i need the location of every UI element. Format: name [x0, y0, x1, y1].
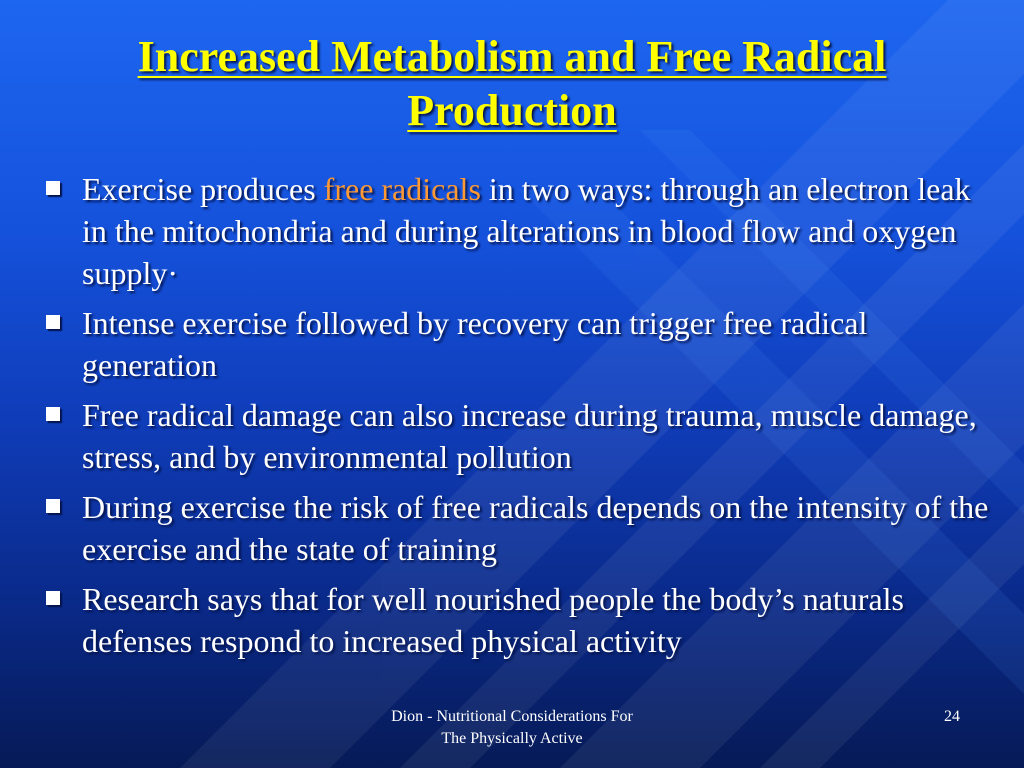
- bullet-item-2: [44, 302, 994, 386]
- slide-footer: [340, 706, 684, 750]
- footer-line-1: Dion - Nutritional Considerations For: [391, 708, 633, 725]
- bullet-item-1: [44, 168, 994, 294]
- bullet-item-5: [44, 578, 994, 662]
- square-bullet-icon: [46, 315, 60, 329]
- slide-number: 24: [944, 708, 960, 725]
- bullet-text: Free radical damage can also increase during trauma, muscle damage, stress, and by environmental pollution: [82, 397, 977, 475]
- bullet-item-4: [44, 486, 994, 570]
- footer-line-2: The Physically Active: [441, 730, 583, 747]
- bullet-item-3: [44, 394, 994, 478]
- square-bullet-icon: [46, 591, 60, 605]
- highlight-free-radicals: free radicals: [323, 171, 481, 207]
- bullet-list: [44, 168, 994, 670]
- square-bullet-icon: [46, 181, 60, 195]
- bullet-text: During exercise the risk of free radicals depends on the intensity of the exercise and the state of training: [82, 489, 989, 567]
- bullet-text-part: in two ways: through an electron leak in the mitochondria and during alterations in blood flow and oxygen supply·: [82, 171, 971, 291]
- slide-title: [40, 30, 984, 138]
- slide-title-text: Increased Metabolism and Free Radical Production: [137, 32, 887, 135]
- square-bullet-icon: [46, 407, 60, 421]
- bullet-text: Research says that for well nourished people the body’s naturals defenses respond to increased physical activity: [82, 581, 904, 659]
- square-bullet-icon: [46, 499, 60, 513]
- bullet-text-part: Exercise produces: [82, 171, 324, 207]
- bullet-text: Intense exercise followed by recovery can trigger free radical generation: [82, 305, 868, 383]
